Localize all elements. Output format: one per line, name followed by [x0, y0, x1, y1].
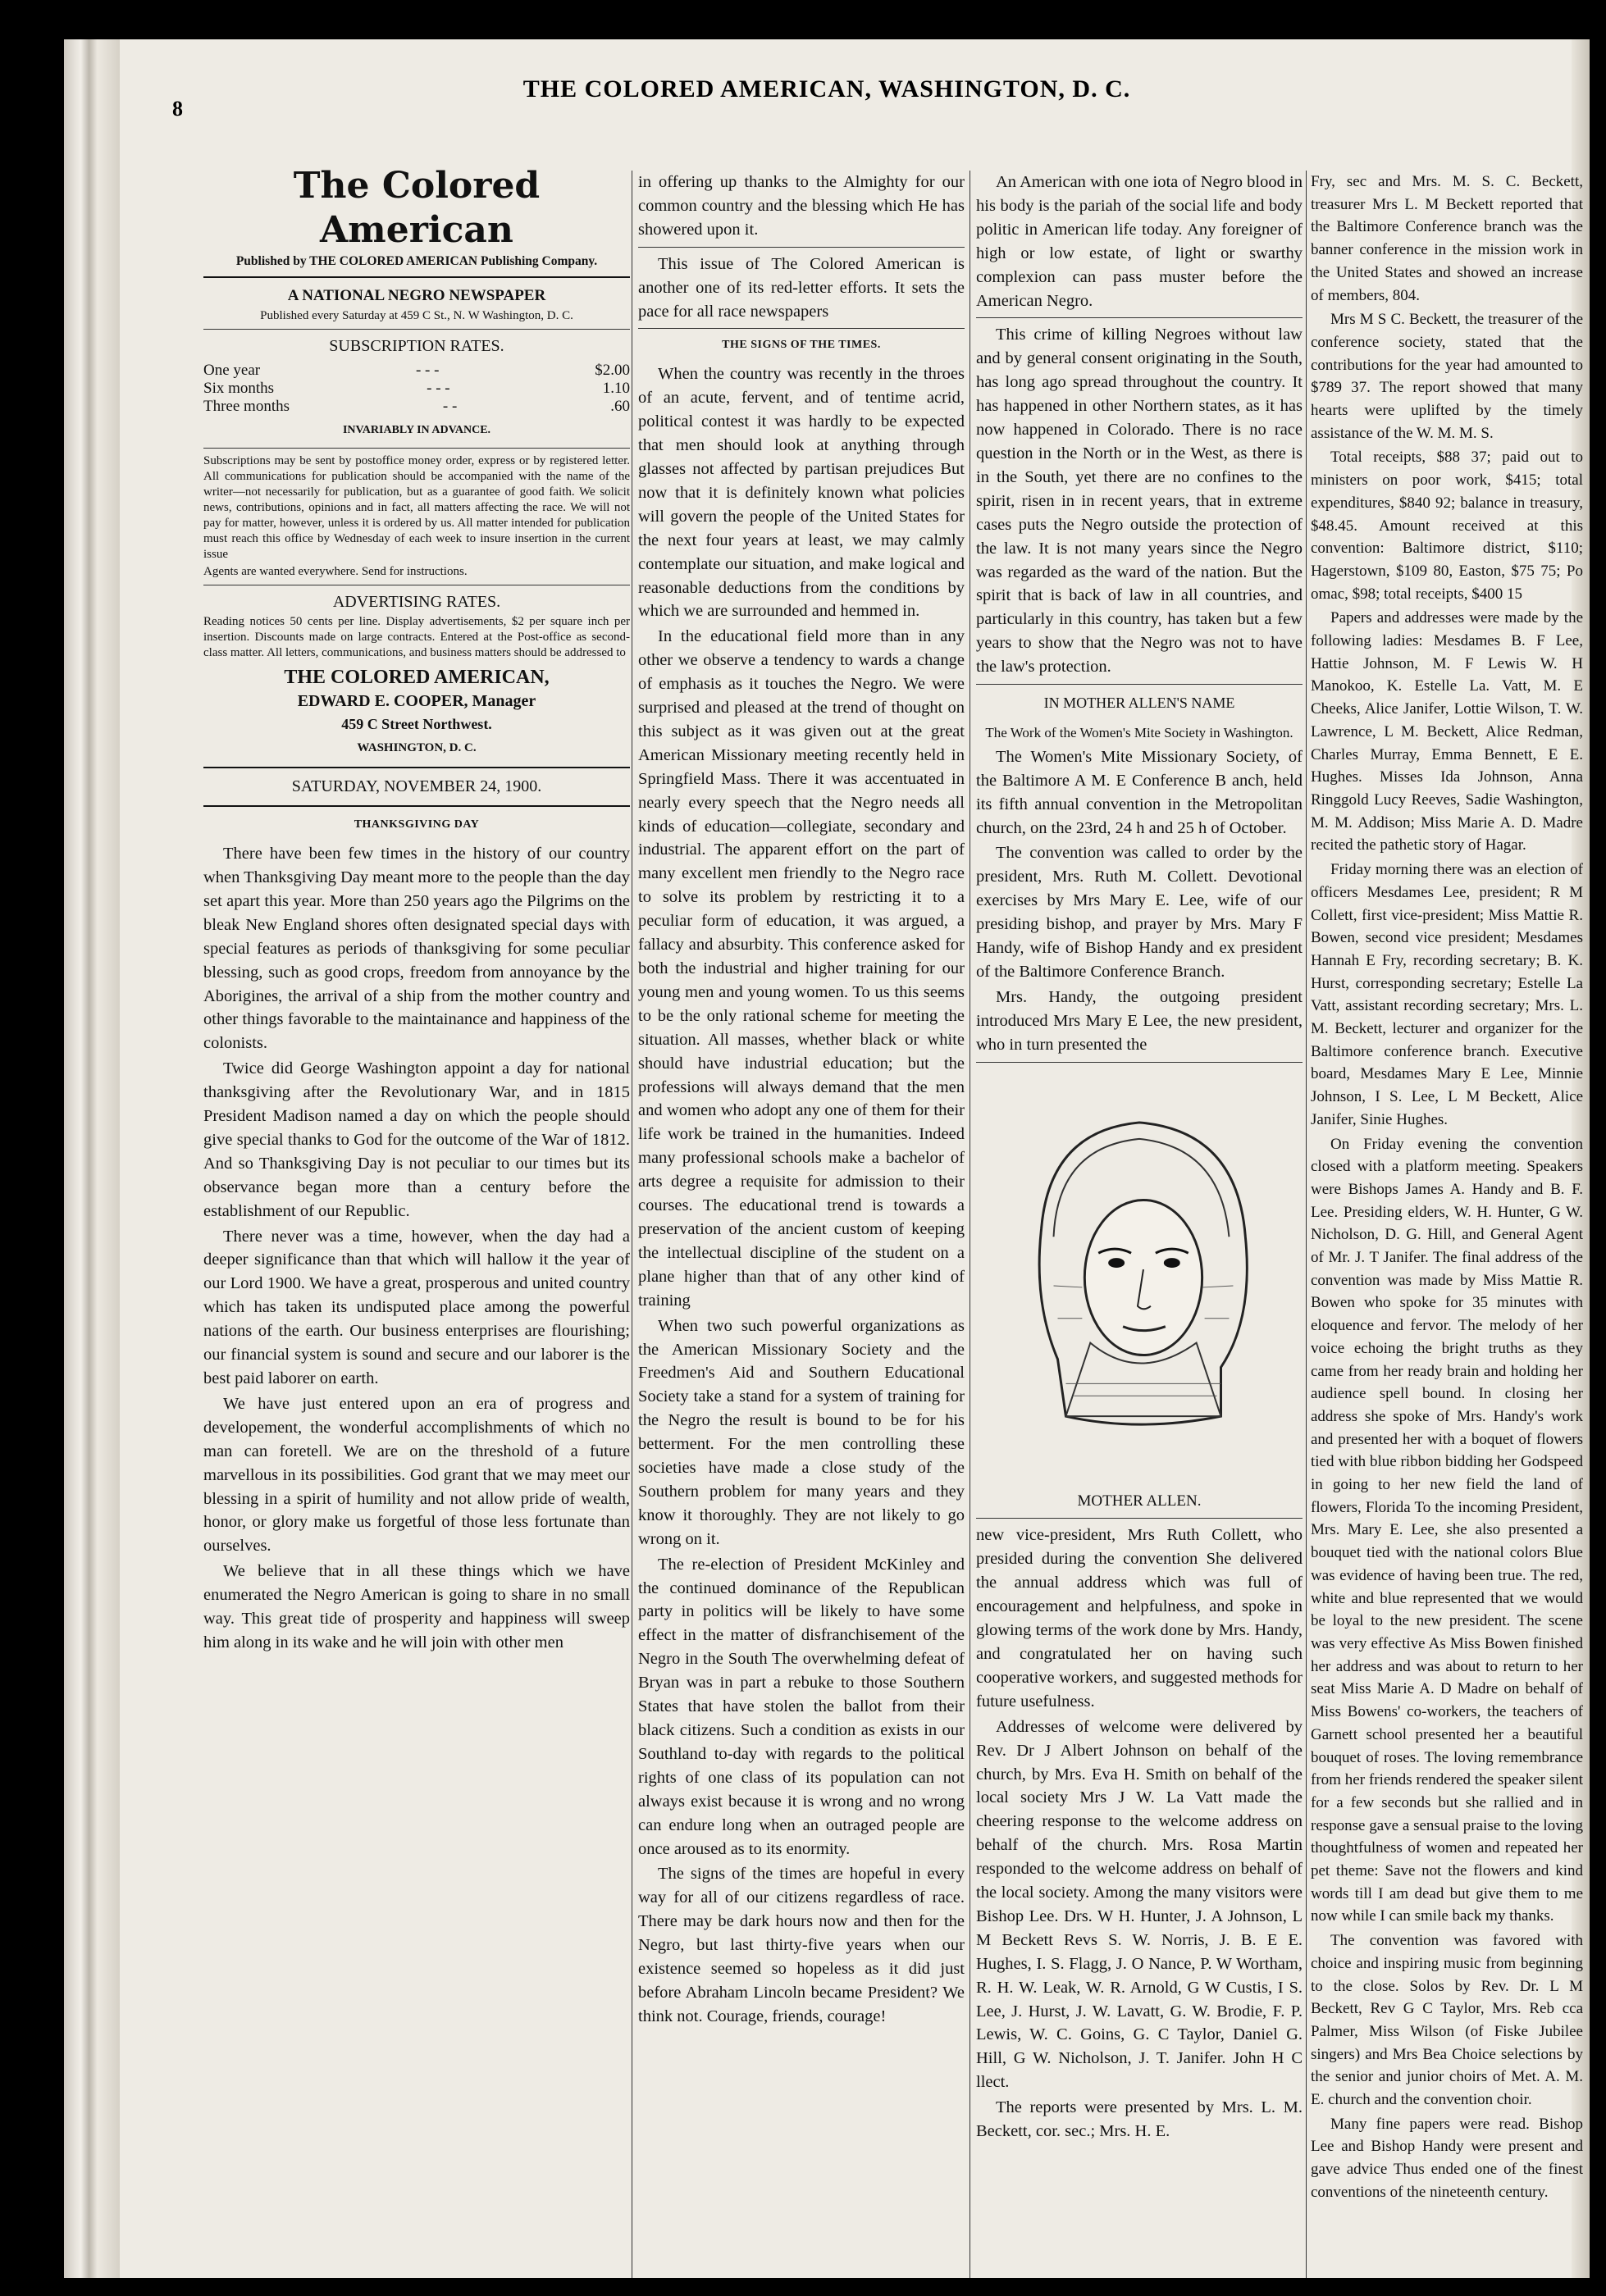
paragraph: Mrs. Handy, the outgoing president introduced Mrs Mary E Lee, the new president, who in turn presented the: [976, 987, 1303, 1054]
paragraph: The signs of the times are hopeful in every way for all of our citizens regardless of race. There may be dark hours now and then for the Negro, but last thirty-five years when our existence seemed so hopeless as it did just before Abraham Lincoln became President? We think not. Courage, friends, courage!: [638, 1865, 965, 2025]
divider: [203, 276, 630, 278]
article-heading: THE SIGNS OF THE TIMES.: [722, 339, 881, 352]
divider: [203, 448, 630, 449]
divider: [976, 1518, 1303, 1519]
paragraph: We believe that in all these things which we have enumerated the Negro American is going to share in no small way. This great tide of prosperity and happiness will sweep him along in its wake and he will join with other men: [203, 1562, 630, 1651]
paragraph: Twice did George Washington appoint a day for national thanksgiving after the Revolutionary War, and in 1815 President Madison named a day on which the people should give special thanks to God for the outcome of the War of 1812. And so Thanksgiving Day is not peculiar to our times but its observance began more than a century before the establishment of our Republic.: [203, 1059, 630, 1220]
article-subheading: The Work of the Women's Mite Society in Washington.: [985, 724, 1293, 740]
paragraph: On Friday evening the convention closed with a platform meeting. Speakers were Bishops James A. Handy and B. F. Lee. Presiding elders, W. H. Hunter, G W. Nicholson, D. G. Hill, and General Agent of Mr. J. T Janifer. The final address of the convention was made by Miss Mattie R. Bowen who spoke for 35 minutes with eloquence and fervor. The melody of her voice echoing the bright truths as they came from her ready brain and holding her audience spell bound. In closing her address she spoke of Mrs. Handy's work and presented her with a boquet of flowers tied with blue ribbon bidding her Godspeed in going to her new field the land of flowers, Florida To the incoming President, Mrs. Mary E. Lee, she also presented a bouquet tied with the national colors Blue was evidence of having been true. The red, white and blue represented that we would be loyal to the new president. The scene was very effective As Miss Bowen finished her address and was about to return to her seat Miss Marie A. D Madre on behalf of Miss Bowens' co-workers, the teachers of Garnett school presented her a beautiful bouquet of roses. The loving remembrance from her friends rendered the speaker silent for a few seconds but she rallied and in response gave a sensual praise to the loving thoughtfulness of women and repeated her pet theme: Save not the flowers and kind words till I am dead but give them to me now while I can smile back my thanks.: [1311, 1135, 1583, 1925]
divider: [203, 767, 630, 768]
portrait-caption: MOTHER ALLEN.: [1077, 1492, 1202, 1510]
paragraph: An American with one iota of Negro blood in his body is the pariah of the social life and body politic in American life today. Any foreigner of high or low estate, of light or swarthy complexion can pass muster before the American Negro.: [976, 173, 1303, 310]
paragraph: The Women's Mite Missionary Society, of the Baltimore A M. E Conference B anch, held its fifth annual convention in the Metropolitan church, on the 23rd, 24 h and 25 h of October.: [976, 747, 1303, 837]
manager: EDWARD E. COOPER, Manager: [297, 691, 536, 710]
publication-info: Published every Saturday at 459 C St., N. W Washington, D. C.: [260, 308, 573, 322]
column-1: [203, 164, 630, 1656]
subscription-notes: Subscriptions may be sent by postoffice money order, express or by registered letter. All communications for publication should be accompanied with the name of the writer—not necessarily for publication, but as a guarantee of good faith. We solicit news, contributions, opinions and in fact, all matters affecting the race. We will not pay for matter, however, unless it is ordered by us. All matter intended for publication must reach this office by Wednesday of each week to insure insertion in the current issue: [203, 453, 630, 561]
paragraph: Friday morning there was an election of officers Mesdames Lee, president; R M Collett, first vice-president; Miss Mattie R. Bowen, second vice president; Mesdames Hannah E Fry, recording secretary; B. K. Hurst, corresponding secretary; Estelle La Vatt, assistant recording secretary; Mrs. L. M. Beckett, lecturer and organizer for the Baltimore conference branch. Executive board, Mesdames Mary E Lee, Minnie Johnson, I S. Lee, L M Beckett, Alice Janifer, Sinie Hughes.: [1311, 861, 1583, 1128]
column-2: [638, 171, 965, 2030]
paragraph: The convention was favored with choice and inspiring music from beginning to the close. Solos by Rev. Dr. L M Beckett, Rev G C Taylor, Mrs. Reb cca Palmer, Miss Wilson (of Fiske Jubilee singers) and Mrs Bea Choice selections by the senior and junior choirs of Met. A. M. E. church and the convention choir.: [1311, 1932, 1583, 2109]
street-address: 459 C Street Northwest.: [341, 716, 492, 733]
publisher-line: Published by THE COLORED AMERICAN Publishing Company.: [235, 254, 598, 268]
divider: [203, 329, 630, 330]
advance-note: INVARIABLY IN ADVANCE.: [342, 423, 491, 436]
binding-edge: [64, 39, 120, 2278]
divider: [638, 247, 965, 248]
column-4: [1311, 171, 1583, 2206]
subscription-rates: [203, 362, 630, 416]
agents-note: Agents are wanted everywhere. Send for instructions.: [203, 564, 468, 578]
divider: [976, 1062, 1303, 1063]
paragraph: There have been few times in the history of our country when Thanksgiving Day meant more to the people than the day set apart this year. More than 250 years ago the Pilgrims on the bleak New England shores often designated special days with special features as periods of thanksgiving for some peculiar blessing, such as good crops, freedom from annoyance by the Aborigines, the arrival of a ship from the mother country and other things favorable to the maintainance and happiness of the colonists.: [203, 845, 630, 1053]
paragraph: Papers and addresses were made by the following ladies: Mesdames B. F Lee, Hattie Johnson, M. F Lewis W. H Manokoo, K. Estelle La. Vatt, M. E Cheeks, Alice Janifer, Lottie Wilson, T. W. Lawrence, L M. Beckett, Alice Redman, Charles Murray, Emma Bennett, E E. Hughes. Misses Ida Johnson, Anna Ringgold Lucy Reeves, Sadie Washington, M. M. Addison; Miss Marie A. D. Madre recited the pathetic story of Hagar.: [1311, 609, 1583, 854]
page-number: 8: [172, 97, 183, 121]
city: WASHINGTON, D. C.: [357, 741, 477, 755]
address-name: THE COLORED AMERICAN,: [284, 666, 550, 688]
article-heading: THANKSGIVING DAY: [354, 818, 480, 831]
paragraph: This crime of killing Negroes without law and by general consent originating in the South, has long ago spread throughout the country. It has happened in other Northern states, as it has now happened in Colorado. There is no race question in the North or in the West, as there is in the South, yet there are no confines to the spirit, risen in in recent years, that in extreme cases puts the Negro outside the protection of the law. It is not many years since the Negro was regarded as the ward of the nation. But the spirit that is back of law in all countries, and particularly in this country, has taken but a few years to show that the Negro was not to have the law's protection.: [976, 326, 1303, 676]
paragraph: in offering up thanks to the Almighty for our common country and the blessing which He has showered upon it.: [638, 173, 965, 239]
paragraph: The convention was called to order by the president, Mrs. Ruth M. Collett. Devotional exercises by Mrs Mary E. Lee, wife of our presiding bishop, and prayer by Mrs. Mary F Handy, wife of Bishop Handy and ex president of the Baltimore Conference Branch.: [976, 844, 1303, 981]
paragraph: We have just entered upon an era of progress and developement, the wonderful accomplishments of which no man can foretell. We are on the threshold of a future marvellous in its possibilities. God grant that we may meet our blessing in a spirit of humility and not allow pride of wealth, honor, or glory make us forgetful of those less fortunate than ourselves.: [203, 1394, 630, 1556]
divider: [976, 317, 1303, 318]
column-rule: [1306, 171, 1307, 2278]
paragraph: When the country was recently in the throes of an acute, fervent, and of tentime acrid, political contest it was hardly to be expected that men should look at anything through glasses not affected by partisan prejudices But now that it is definitely known what policies will govern the people of the United States for the next four years at least, we may calmly contemplate our situation, and make logical and reasonable deductions from the conditions by which we are surrounded and hemmed in.: [638, 365, 965, 621]
paragraph: The reports were presented by Mrs. L. M. Beckett, cor. sec.; Mrs. H. E.: [976, 2098, 1303, 2141]
tagline: A NATIONAL NEGRO NEWSPAPER: [287, 287, 546, 304]
paragraph: This issue of The Colored American is another one of its red-letter efforts. It sets the pace for all race newspapers: [638, 254, 965, 321]
paragraph: Mrs M S C. Beckett, the treasurer of the conference society, stated that the contributions for the year had amounted to $789 37. The report showed that many hearts were uplifted by the timely assistance of the W. M. M. S.: [1311, 311, 1583, 442]
paragraph: There never was a time, however, when the day had a deeper significance than that which will hallow it the year of our Lord 1900. We have a great, prosperous and united country which has taken its undisputed place among the powerful nations of the earth. Our business enterprises are flourishing; our financial system is sound and secure and our laborer is the best paid laborer on earth.: [203, 1227, 630, 1387]
paragraph: new vice-president, Mrs Ruth Collett, who presided during the convention She delivered the annual address which was full of encouragement and helpfulness, and spoke in glowing terms of the work done by Mrs. Handy, and congratulated her on having such cooperative workers, and suggested methods for future usefulness.: [976, 1526, 1303, 1711]
subscription-heading: SUBSCRIPTION RATES.: [329, 336, 504, 355]
newspaper-page: [64, 39, 1590, 2278]
paragraph: Total receipts, $88 37; paid out to ministers on poor work, $415; total expenditures, $840 92; balance in treasury, $48.45. Amount received at this convention: Baltimore district, $110; Hagerstown, $109 80, Easton, $75 75; Po omac, $98; total receipts, $400 15: [1311, 449, 1583, 603]
divider: [638, 328, 965, 329]
column-3: [976, 171, 1303, 2145]
mother-allen-portrait: [976, 1073, 1303, 1483]
paragraph: Addresses of welcome were delivered by Rev. Dr J Albert Johnson on behalf of the church, by Mrs. Eva H. Smith on behalf of the local society Mrs J W. La Vatt made the cheering response to the welcome address on behalf of the church. Mrs. Rosa Martin responded to the welcome address on behalf of the local society. Among the many visitors were Bishop Lee. Drs. W H. Hunter, J. A Johnson, L M Beckett Revs S. W. Norris, J. B. E E. Hughes, I. S. Flagg, J. O Nance, P. W Wortham, R. H. W. Leak, W. R. Arnold, G W Custis, I S. Lee, J. Hurst, J. W. Lavatt, G. W. Brodie, F. P. Lewis, W. C. Goins, G. C Taylor, Daniel G. Hill, G W. Nicholson, J. T. Janifer. John H C llect.: [976, 1717, 1303, 2092]
paragraph: The re-election of President McKinley and the continued dominance of the Republican party in politics will be likely to have some effect in the matter of disfranchisement of the Negro in the South The overwhelming defeat of Bryan was in part a rebuke to those Southern States that have stolen the ballot from their black citizens. Such a condition as exists in our Southland to-day with regards to the political rights of one class of its population can not always exist because it is wrong and no wrong can endure long when an outraged people are once aroused as to its enormity.: [638, 1555, 965, 1858]
rate-row: Three months - - .60: [203, 397, 630, 415]
divider: [203, 805, 630, 807]
advertising-heading: ADVERTISING RATES.: [332, 592, 501, 611]
paragraph: In the educational field more than in any other we observe a tendency to wards a change of emphasis as it touches the Negro. We were surprised and pleased at the trend of thought on this subject as it was given out at the great American Missionary meeting recently held in Springfield Mass. There it was accentuated in nearly every speech that the Negro needs all kinds of education—collegiate, secondary and industrial. The apparent effort on the part of many excellent men friendly to the Negro race to solve its problem by restricting it to a peculiar form of education, it was argued, a fallacy and absurbity. This conference asked for both the industrial and higher training for our young men and young women. To us this seems to be the only rational scheme for meeting the situation. All masses, whether black or white should have industrial education; but the professions will always demand that the men and women who adopt any one of them for their life work be trained in the humanities. Indeed many professional schools make a bachelor of arts degree a requisite for admission to their courses. The educational trend is towards a preservation of the ancient custom of keeping the intellectual discipline of the student on a plane higher than that of any other kind of training: [638, 627, 965, 1310]
paragraph: Many fine papers were read. Bishop Lee and Bishop Handy were present and gave advice Thus ended one of the finest conventions of the nineteenth century.: [1311, 2115, 1583, 2201]
rate-row: Six months - - - 1.10: [203, 379, 630, 397]
dateline: SATURDAY, NOVEMBER 24, 1900.: [291, 777, 542, 796]
running-header: THE COLORED AMERICAN, WASHINGTON, D. C.: [522, 75, 1131, 102]
advertising-notes: Reading notices 50 cents per line. Display advertisements, $2 per square inch per insertion. Discounts made on large contracts. Entered at the Post-office as second-class matter. All letters, communications, and business matters should be addressed to: [203, 614, 630, 659]
paragraph: Fry, sec and Mrs. M. S. C. Beckett, treasurer Mrs L. M Beckett reported that the Baltimore Conference branch was the banner conference in the mission work in the United States and showed an increase of members, 804.: [1311, 173, 1583, 304]
rate-row: One year - - - $2.00: [203, 361, 630, 379]
masthead: The Colored American: [293, 165, 541, 251]
paragraph: When two such powerful organizations as the American Missionary Society and the Freedmen's Aid and Southern Educational Society take a stand for a system of training for the Negro the result is bound to be for his betterment. For the men controlling these societies have made a close study of the Southern problem for many years and they know it thoroughly. They are not likely to go wrong on it.: [638, 1316, 965, 1548]
divider: [976, 684, 1303, 685]
article-heading: IN MOTHER ALLEN'S NAME: [1043, 695, 1235, 712]
